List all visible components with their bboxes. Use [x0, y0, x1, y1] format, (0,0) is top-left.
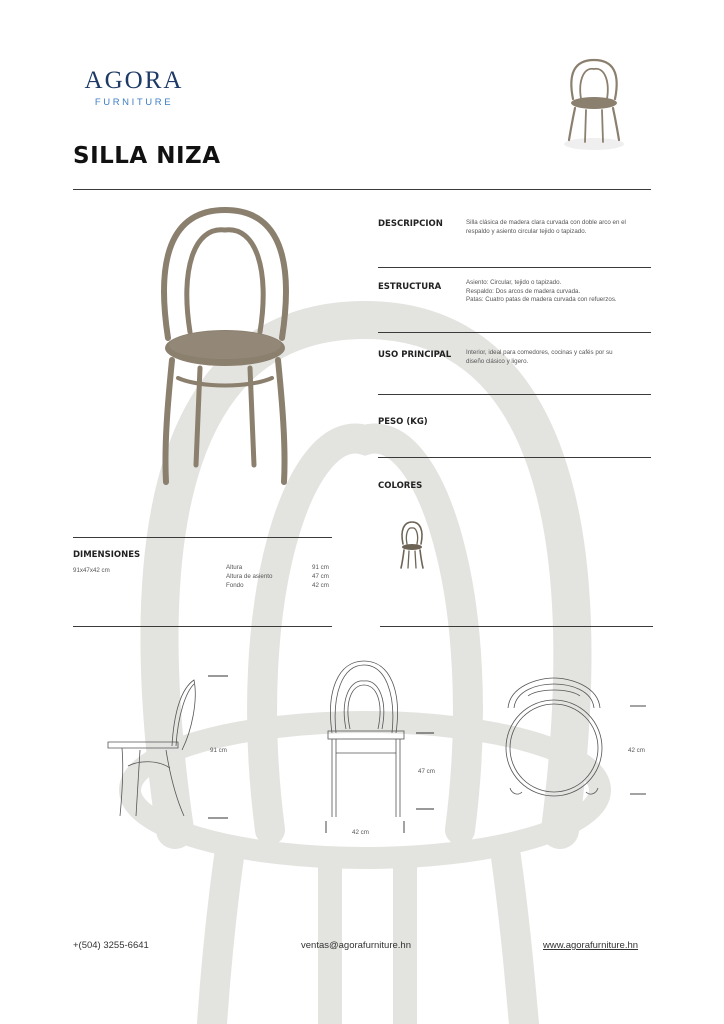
- brand-subtitle: FURNITURE: [94, 97, 174, 108]
- drawing-top-view: [498, 674, 650, 802]
- divider: [73, 537, 332, 538]
- dimension-value: 91 cm: [312, 564, 329, 571]
- divider: [378, 394, 651, 395]
- drawing-side-height-label: 91 cm: [210, 747, 227, 754]
- dimension-value: 42 cm: [312, 582, 329, 589]
- dimension-label: Fondo: [226, 582, 244, 589]
- drawing-front-view: [320, 655, 440, 835]
- text-line: respaldo y asiento circular tejido o tapizado.: [466, 227, 587, 235]
- brand-logo: [78, 68, 190, 108]
- section-text-descripcion: [466, 219, 656, 236]
- chair-thumbnail-image: [556, 52, 632, 156]
- text-line: Asiento: Circular, tejido o tapizado.: [466, 279, 562, 286]
- drawing-front-seat-height-label: 47 cm: [418, 768, 435, 775]
- text-line: Respaldo: Dos arcos de madera curvada.: [466, 287, 581, 295]
- dimension-label: Altura: [226, 564, 243, 571]
- chair-main-image: [150, 200, 300, 490]
- section-heading-uso-principal: USO PRINCIPAL: [378, 350, 452, 360]
- text-line: Patas: Cuatro patas de madera curvada con refuerzos.: [466, 296, 617, 304]
- divider: [380, 626, 653, 627]
- footer-website-wrap: [543, 940, 638, 951]
- brand-name: AGORA: [84, 67, 184, 94]
- divider: [73, 626, 332, 627]
- drawing-front-width-label: 42 cm: [352, 829, 369, 836]
- section-heading-colores: COLORES: [378, 481, 423, 491]
- divider: [378, 332, 651, 333]
- text-line: diseño clásico y ligero.: [466, 357, 529, 365]
- dimension-value: 47 cm: [312, 573, 329, 580]
- section-heading-descripcion: DESCRIPCION: [378, 219, 443, 229]
- footer-email[interactable]: ventas@agorafurniture.hn: [301, 940, 411, 951]
- divider: [378, 267, 651, 268]
- dimensions-summary: 91x47x42 cm: [73, 567, 110, 574]
- section-heading-estructura: ESTRUCTURA: [378, 282, 442, 292]
- divider: [378, 457, 651, 458]
- color-swatch-wood: [395, 518, 429, 572]
- footer-phone: +(504) 3255-6641: [73, 940, 149, 951]
- footer-website-link[interactable]: www.agorafurniture.hn: [543, 940, 639, 951]
- section-text-uso-principal: [466, 349, 656, 366]
- dimensions-heading: DIMENSIONES: [73, 550, 141, 560]
- dimension-label: Altura de asiento: [226, 573, 273, 580]
- text-line: Interior, ideal para comedores, cocinas y cafés por su: [466, 349, 613, 356]
- product-title: SILLA NIZA: [73, 143, 221, 169]
- divider: [73, 189, 651, 190]
- text-line: Silla clásica de madera clara curvada con doble arco en el: [466, 219, 626, 226]
- section-text-estructura: [466, 279, 656, 305]
- drawing-top-depth-label: 42 cm: [628, 747, 645, 754]
- section-heading-peso: PESO (KG): [378, 417, 428, 427]
